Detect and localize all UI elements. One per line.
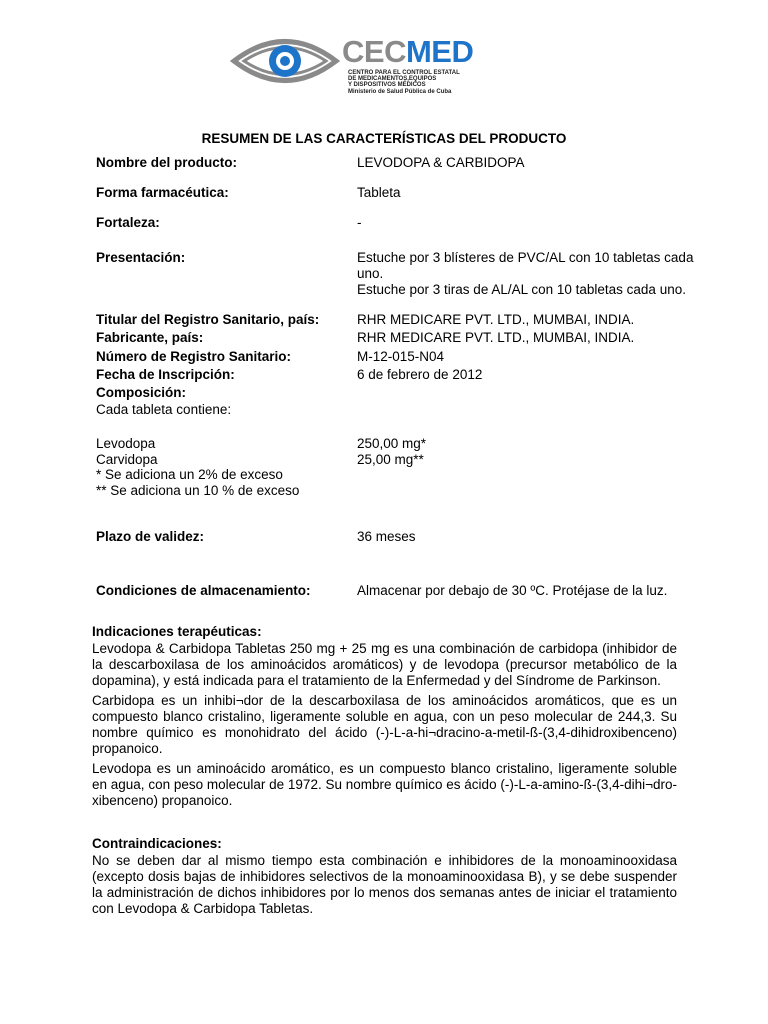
field-value: -	[357, 215, 362, 230]
ingredient-name: Levodopa	[96, 436, 156, 451]
field-value: M-12-015-N04	[357, 349, 445, 364]
section-paragraph: Levodopa es un aminoácido aromático, es un compuesto blanco cristalino, ligeramente soluble en agua, con peso molecular de 1972. Su nombre químico es ácido (-)-L-a-amino-ß-(3,4-dihi¬dro-xibenceno) propanoico.	[92, 761, 677, 808]
presentation-line: Estuche por 3 blísteres de PVC/AL con 10 tabletas cada uno.	[357, 250, 694, 281]
section-heading: Contraindicaciones:	[92, 836, 222, 851]
field-value: LEVODOPA & CARBIDOPA	[357, 155, 525, 170]
cecmed-logo	[230, 28, 505, 94]
ingredient-amount: 25,00 mg**	[357, 452, 424, 467]
field-label: Condiciones de almacenamiento:	[96, 583, 311, 598]
brand-name: CECMED	[342, 34, 474, 69]
section-paragraph: Carbidopa es un inhibi¬dor de la descarboxilasa de los aminoácidos aromáticos, que es un compuesto blanco cristalino, ligeramente soluble en agua, con un peso molecular de 244,3. Su nombre químico es monohidrato del ácido (-)-L-a-hi¬dracino-a-metil-ß-(3,4-dihidroxibenceno) propanoico.	[92, 693, 677, 756]
field-value	[357, 250, 707, 298]
field-label: Titular del Registro Sanitario, país:	[96, 312, 320, 327]
field-label: Número de Registro Sanitario:	[96, 349, 292, 364]
section-paragraph: Levodopa & Carbidopa Tabletas 250 mg + 25 mg es una combinación de carbidopa (inhibidor de la descarboxilasa de los aminoácidos aromáticos) y de levodopa (precursor metabólico de la dopamina), y está indicada para el tratamiento de la Enfermedad y del Síndrome de Parkinson.	[92, 641, 677, 688]
field-label: Forma farmacéutica:	[96, 185, 229, 200]
field-label: Fabricante, país:	[96, 330, 204, 345]
field-value: RHR MEDICARE PVT. LTD., MUMBAI, INDIA.	[357, 330, 635, 345]
field-label: Composición:	[96, 385, 186, 400]
section-paragraph: No se deben dar al mismo tiempo esta combinación e inhibidores de la monoaminooxidasa (excepto dosis bajas de inhibidores selectivos de la monoaminooxidasa B), y se debe suspender la administración de dichos inhibidores por lo menos dos semanas antes de iniciar el tratamiento con Levodopa & Carbidopa Tabletas.	[92, 853, 677, 916]
brand-subtitle: CENTRO PARA EL CONTROL ESTATAL DE MEDICAMENTOS,EQUIPOS Y DISPOSITIVOS MÉDICOS Ministerio de Salud Pública de Cuba	[348, 70, 460, 95]
presentation-line: Estuche por 3 tiras de AL/AL con 10 tabletas cada uno.	[357, 282, 686, 297]
section-heading: Indicaciones terapéuticas:	[92, 624, 262, 639]
field-value: 6 de febrero de 2012	[357, 367, 483, 382]
composition-subtitle: Cada tableta contiene:	[96, 402, 232, 417]
field-label: Fecha de Inscripción:	[96, 367, 235, 382]
eye-logo-icon	[230, 28, 340, 94]
excess-note: * Se adiciona un 2% de exceso	[96, 467, 283, 482]
field-label: Presentación:	[96, 250, 186, 265]
field-value: Tableta	[357, 185, 401, 200]
ingredient-amount: 250,00 mg*	[357, 436, 427, 451]
field-value: RHR MEDICARE PVT. LTD., MUMBAI, INDIA.	[357, 312, 635, 327]
excess-note: ** Se adiciona un 10 % de exceso	[96, 483, 300, 498]
ingredient-name: Carvidopa	[96, 452, 158, 467]
field-value: Almacenar por debajo de 30 ºC. Protéjase de la luz.	[357, 583, 668, 598]
field-value: 36 meses	[357, 529, 416, 544]
field-label: Nombre del producto:	[96, 155, 237, 170]
contraindicaciones-section	[92, 835, 677, 921]
indicaciones-section	[92, 623, 677, 813]
field-label: Plazo de validez:	[96, 529, 205, 544]
document-title: RESUMEN DE LAS CARACTERÍSTICAS DEL PRODUCTO	[201, 131, 567, 146]
field-label: Fortaleza:	[96, 215, 160, 230]
